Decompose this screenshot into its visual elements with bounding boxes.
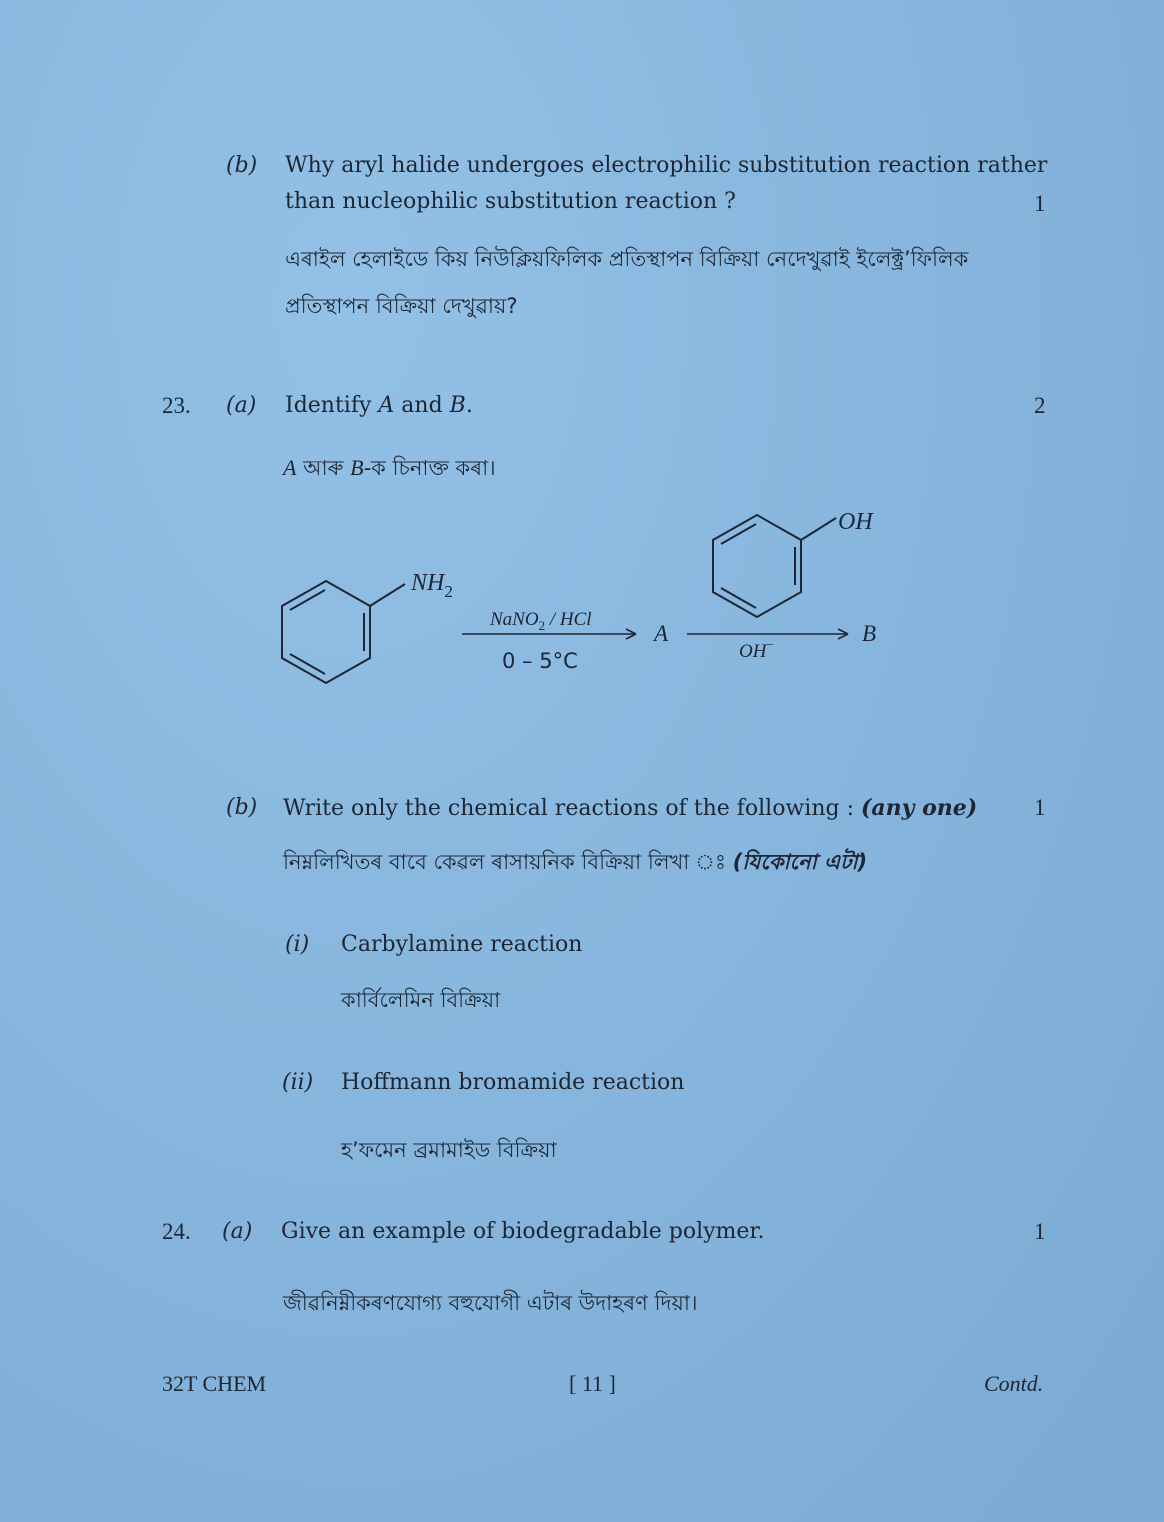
q23a-bn-var-b: B <box>350 455 364 480</box>
q23b-item-1-bengali: কাৰ্বিলেমিন বিক্ৰিয়া <box>341 988 501 1012</box>
q22b-bengali-line-1: এৰাইল হেলাইডে কিয় নিউক্লিয়ফিলিক প্ৰতিস্থাপন বিক্ৰিয়া নেদেখুৱাই ইলেক্ট্ৰ’ফিলিক <box>285 247 969 271</box>
q23a-bn-var-a: A <box>283 455 297 480</box>
q23a-text-pre: Identify <box>285 393 379 418</box>
q23b-item-1-label: (i) <box>285 932 310 957</box>
hydroxyl-group-label: OH <box>838 509 873 535</box>
q23a-text-post: . <box>465 393 473 418</box>
q23b-label: (b) <box>226 795 258 820</box>
q22b-bengali-line-2: প্ৰতিস্থাপন বিক্ৰিয়া দেখুৱায়? <box>285 294 518 318</box>
reagent-bottom-label: 0 – 5°C <box>502 649 578 673</box>
q23a-var-b: B <box>449 393 466 418</box>
q23b-english-text: Write only the chemical reactions of the following : <box>283 796 861 821</box>
q23b-item-2-label: (ii) <box>282 1070 314 1095</box>
q23b-bengali <box>283 846 867 878</box>
q23a-bn-post: -ক চিনাক্ত কৰা। <box>363 456 496 480</box>
aniline-benzene-ring <box>282 581 405 683</box>
q22b-label: (b) <box>226 153 258 178</box>
q23b-english-choice: (any one) <box>860 795 978 821</box>
q24a-bengali: জীৱনিম্নীকৰণযোগ্য বহুযোগী এটাৰ উদাহৰণ দিয়া। <box>283 1291 698 1315</box>
q22b-marks: 1 <box>1034 191 1046 216</box>
q23a-bengali <box>283 452 496 484</box>
q22b-english-line-1: Why aryl halide undergoes electrophilic substitution reaction rather <box>285 153 1048 178</box>
q24a-label: (a) <box>222 1219 253 1244</box>
q24a-marks: 1 <box>1034 1219 1046 1244</box>
reaction-scheme <box>0 490 1164 710</box>
q23b-item-1-english: Carbylamine reaction <box>341 932 583 957</box>
q23b-marks: 1 <box>1034 795 1046 820</box>
amine-group-label: $NH_2$ <box>411 570 453 601</box>
q23b-english <box>283 792 977 825</box>
q23b-item-2-english: Hoffmann bromamide reaction <box>341 1070 685 1095</box>
q23a-var-a: A <box>378 393 395 418</box>
q23-number: 23. <box>162 393 191 418</box>
q22b-english-line-2: than nucleophilic substitution reaction ? <box>285 189 736 214</box>
q23a-label: (a) <box>226 393 257 418</box>
q23a-bn-mid: আৰু <box>296 456 351 480</box>
footer-contd: Contd. <box>984 1371 1044 1396</box>
phenol-benzene-ring <box>713 515 836 617</box>
footer-paper-code: 32T CHEM <box>162 1371 267 1396</box>
footer-page-number: [ 11 ] <box>569 1371 616 1396</box>
q23b-bengali-choice: (যিকোনো এটা) <box>732 850 868 874</box>
reagent-top-label: NaNO$_2$ / HCl <box>490 609 592 633</box>
intermediate-a-label: A <box>654 621 669 646</box>
q23a-english <box>285 390 473 422</box>
q24a-english: Give an example of biodegradable polymer. <box>281 1219 765 1244</box>
q24-number: 24. <box>162 1219 191 1244</box>
q23a-marks: 2 <box>1034 393 1046 418</box>
q23a-text-and: and <box>394 393 450 418</box>
q23b-bengali-text: নিম্নলিখিতৰ বাবে কেৱল ৰাসায়নিক বিক্ৰিয়া লিখা ঃ <box>283 850 733 874</box>
q23b-item-2-bengali: হ’ফমেন ব্ৰমামাইড বিক্ৰিয়া <box>341 1138 557 1162</box>
second-reagent-label: OH− <box>739 637 774 662</box>
product-b-label: B <box>862 621 877 646</box>
